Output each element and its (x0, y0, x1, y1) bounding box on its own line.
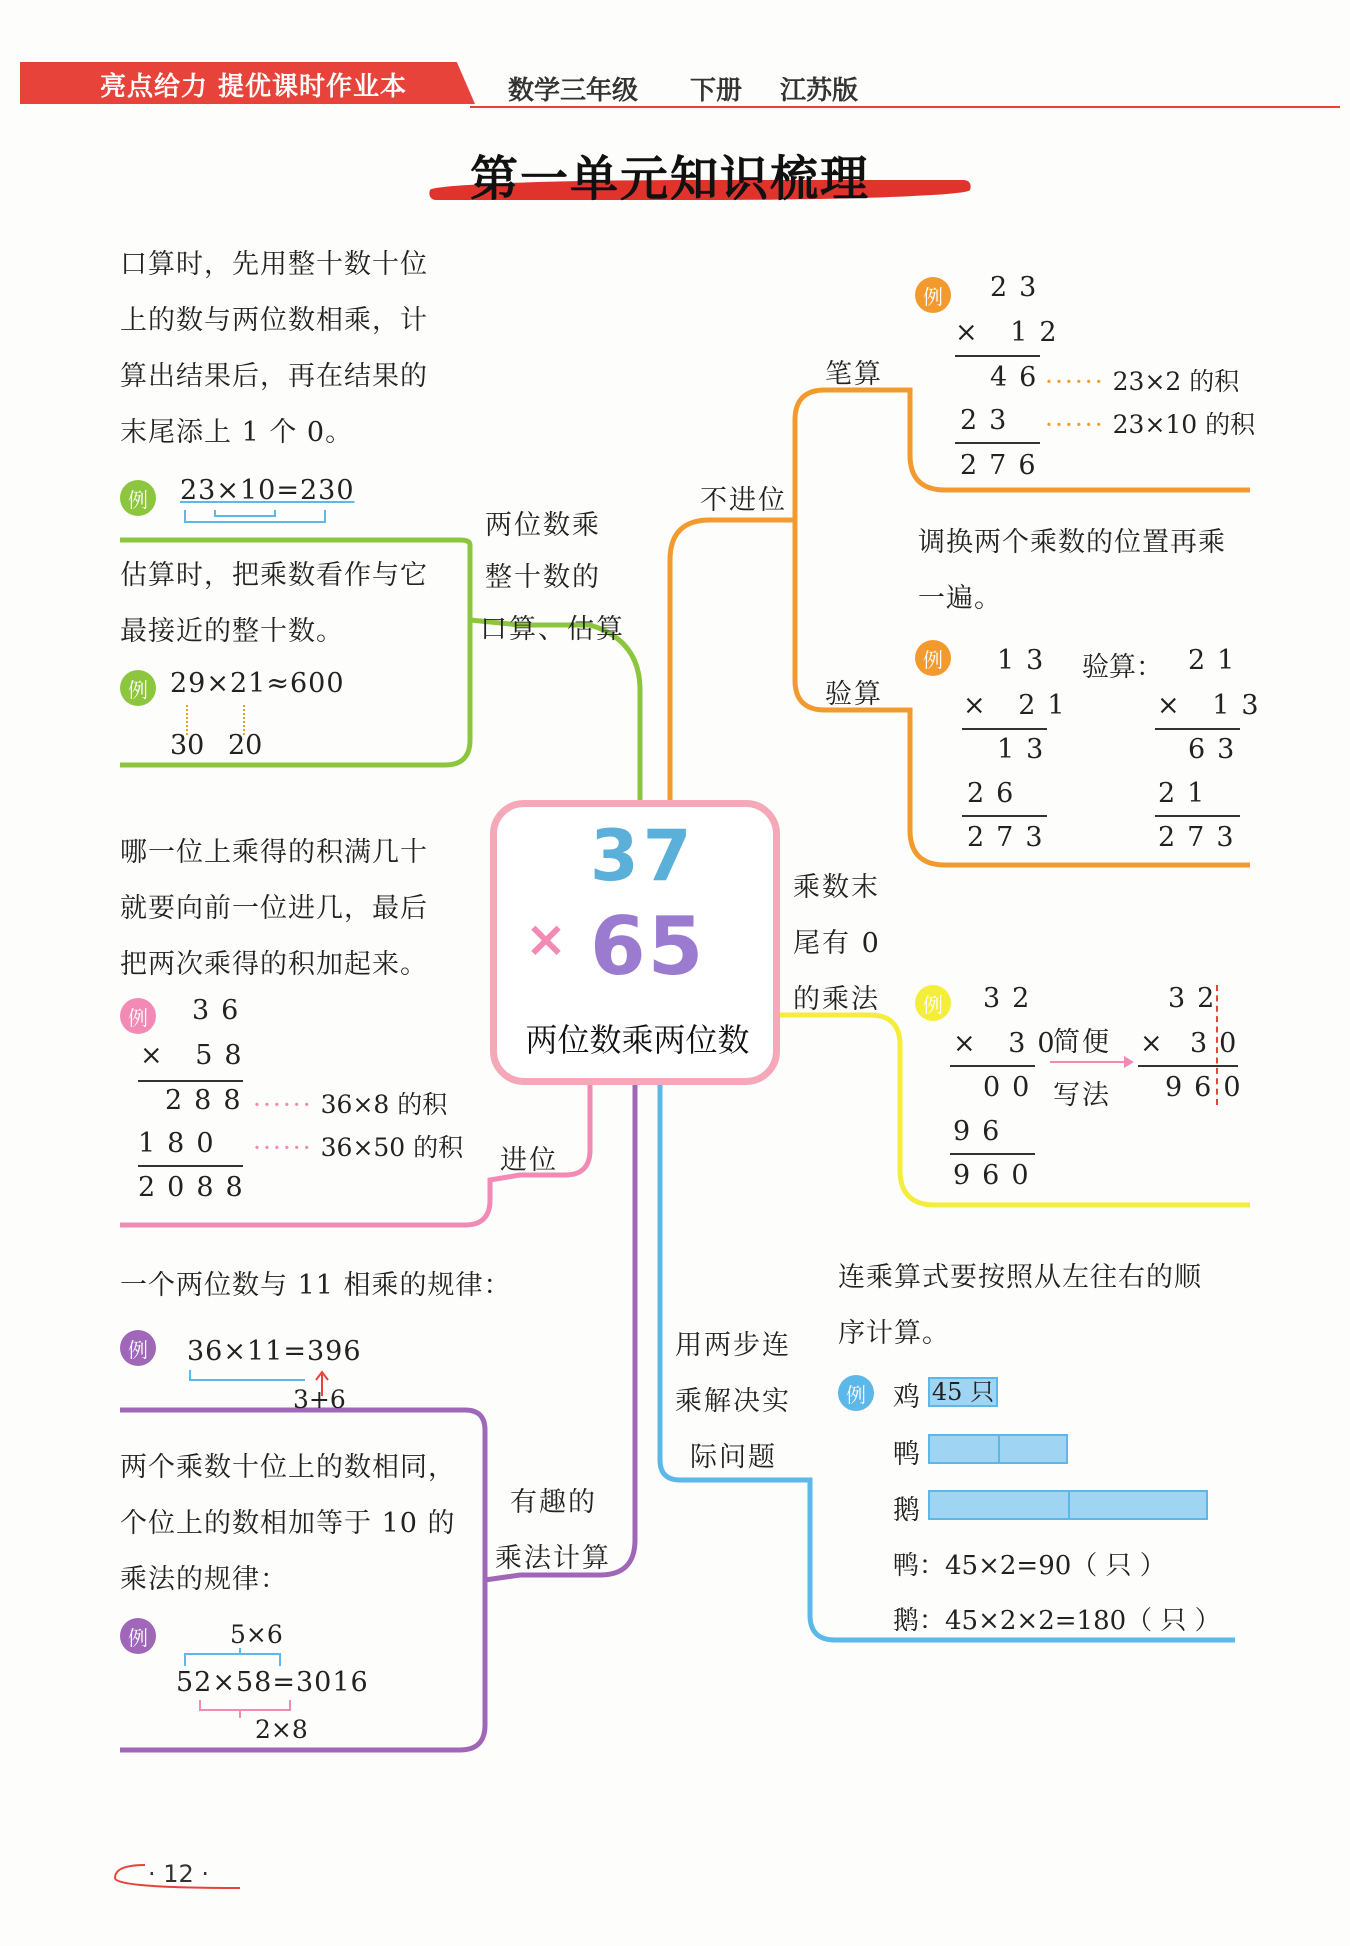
oral-example-bracket (180, 508, 340, 528)
zero-right-sum: 960 (1165, 1072, 1253, 1103)
example-icon: 例 (120, 670, 156, 706)
branch-check: 验算 (825, 679, 883, 710)
zero-right-divider (1216, 985, 1218, 1105)
center-label: 两位数乘两位数 (525, 1021, 750, 1059)
check-right-b: × 13 (1157, 690, 1271, 721)
written-note2-text: 23×10 的积 (1112, 410, 1256, 439)
zero-left-p1: 00 (983, 1072, 1042, 1103)
chicken-bar: 45 只 (928, 1377, 998, 1407)
example-icon: 例 (915, 985, 951, 1021)
page-title: 第一单元知识梳理 (470, 151, 871, 207)
branch-oral-line: 整十数的 (485, 562, 601, 593)
oral-rule-line: 算出结果后，再在结果的 (120, 361, 428, 392)
center-figure (520, 815, 750, 995)
check-right-p2: 21 (1158, 778, 1217, 809)
check-right-a: 21 (1188, 645, 1247, 676)
written-a: 23 (990, 272, 1049, 303)
estimate-rule (120, 548, 428, 660)
branch-two-step-line: 际问题 (690, 1442, 777, 1473)
branch-oral-line: 口算、估算 (480, 614, 625, 645)
figure-bottom-number: 65 (590, 900, 706, 993)
zero-left-rule-1 (950, 1065, 1035, 1067)
carry-note2: ······ 36×50 的积 (253, 1133, 464, 1162)
written-note1: ······ 23×2 的积 (1045, 367, 1240, 396)
branch-fun (495, 1475, 611, 1587)
branch-two-step-line: 用两步连 (675, 1330, 791, 1361)
written-p2: 23 (960, 405, 1019, 436)
special-top: 5×6 (230, 1620, 283, 1649)
eleven-example: 36×11=396 (187, 1336, 362, 1367)
carry-sum: 2088 (138, 1172, 255, 1203)
duck-equation: 鸭：45×2=90（ 只 ） (893, 1551, 1166, 1581)
check-rule (918, 515, 1226, 627)
branch-two-step-line: 乘解决实 (675, 1386, 791, 1417)
check-right-rule-1 (1155, 728, 1240, 730)
check-left-sum: 273 (967, 822, 1055, 853)
check-left-a: 13 (997, 645, 1056, 676)
page-number: · 12 · (148, 1860, 210, 1888)
example-icon: 例 (120, 1330, 156, 1366)
simple-arrow (1050, 1061, 1130, 1063)
zero-left-a: 32 (983, 983, 1042, 1014)
zero-left-p2: 96 (953, 1116, 1012, 1147)
goose-label: 鹅 (893, 1495, 920, 1526)
duck-label: 鸭 (893, 1439, 920, 1470)
goose-bar-divider (1068, 1492, 1070, 1518)
written-p1: 46 (990, 362, 1049, 393)
example-icon: 例 (915, 640, 951, 676)
estimate-approx-1: 30 (170, 730, 205, 761)
check-label: 验算： (1082, 652, 1163, 683)
zero-left-b: × 30 (953, 1028, 1067, 1059)
step-rule (838, 1250, 1202, 1362)
check-right-sum: 273 (1158, 822, 1246, 853)
special-bottom: 2×8 (255, 1715, 308, 1744)
carry-rule-line: 把两次乘得的积加起来。 (120, 949, 428, 980)
branch-written: 笔算 (825, 359, 883, 390)
header-brand: 亮点给力 提优课时作业本 (100, 72, 408, 102)
carry-p1: 288 (165, 1085, 253, 1116)
zero-right-b2: 30 (1190, 1028, 1249, 1059)
carry-rule-line: 哪一位上乘得的积满几十 (120, 837, 428, 868)
chicken-label: 鸡 (893, 1382, 920, 1413)
carry-rule-line-2 (138, 1165, 243, 1167)
check-rule-line: 一遍。 (918, 583, 1002, 614)
branch-zero-end (793, 860, 881, 1028)
oral-rule-line: 末尾添上 1 个 0。 (120, 417, 354, 448)
example-icon: 例 (915, 277, 951, 313)
carry-rule-line: 就要向前一位进几，最后 (120, 893, 428, 924)
oral-example: 23×10=230 (180, 475, 355, 506)
written-rule-1 (955, 355, 1040, 357)
header-edition: 江苏版 (780, 76, 859, 106)
carry-rule (120, 825, 428, 993)
branch-zero-line: 乘数末 (793, 872, 880, 903)
duck-bar-divider (998, 1436, 1000, 1462)
oral-rule (120, 237, 428, 461)
simple-label-2: 写法 (1053, 1080, 1111, 1111)
oral-rule-line: 口算时，先用整十数十位 (120, 249, 428, 280)
carry-b: × 58 (140, 1040, 254, 1071)
branch-oral-line: 两位数乘 (485, 510, 601, 541)
check-rule-line: 调换两个乘数的位置再乘 (918, 527, 1226, 558)
estimate-rule-line: 最接近的整十数。 (120, 616, 344, 647)
zero-right-rule (1138, 1065, 1238, 1067)
header-subject: 数学三年级 (508, 76, 639, 106)
branch-fun-line: 乘法计算 (495, 1543, 611, 1574)
duck-bar (928, 1434, 1068, 1464)
branch-no-carry: 不进位 (700, 485, 787, 516)
zero-left-rule-2 (950, 1153, 1035, 1155)
special-rule-line: 个位上的数相加等于 10 的 (120, 1508, 456, 1539)
header-volume: 下册 (690, 76, 743, 106)
step-rule-line: 序计算。 (838, 1318, 950, 1349)
example-icon: 例 (120, 998, 156, 1034)
written-note1-text: 23×2 的积 (1112, 367, 1240, 396)
carry-a: 36 (192, 995, 251, 1026)
carry-note1-text: 36×8 的积 (320, 1090, 448, 1119)
estimate-approx-2: 20 (228, 730, 263, 761)
branch-zero-line: 的乘法 (793, 984, 880, 1015)
special-rule-line: 两个乘数十位上的数相同， (120, 1452, 456, 1483)
written-rule-2 (955, 442, 1040, 444)
eleven-rule: 一个两位数与 11 相乘的规律： (120, 1270, 512, 1301)
figure-multiply-sign: × (525, 910, 567, 968)
written-b: × 12 (955, 317, 1069, 348)
check-left-rule-1 (962, 728, 1047, 730)
eleven-hint: 3+6 (293, 1385, 346, 1414)
check-right-p1: 63 (1188, 734, 1247, 765)
branch-zero-line: 尾有 0 (793, 928, 881, 959)
check-left-b: × 21 (963, 690, 1077, 721)
goose-equation: 鹅：45×2×2=180（ 只 ） (893, 1606, 1221, 1636)
check-left-p2: 26 (967, 778, 1026, 809)
special-rule-line: 乘法的规律： (120, 1564, 288, 1595)
carry-rule-line-1 (138, 1080, 243, 1082)
written-note2: ······ 23×10 的积 (1045, 410, 1256, 439)
zero-left-sum: 960 (953, 1160, 1041, 1191)
figure-top-number: 37 (590, 815, 696, 897)
zero-right-a: 32 (1168, 983, 1227, 1014)
special-example: 52×58=3016 (176, 1667, 369, 1698)
example-icon: 例 (838, 1375, 874, 1411)
branch-two-step (675, 1318, 791, 1486)
check-left-rule-2 (962, 815, 1047, 817)
step-rule-line: 连乘算式要按照从左往右的顺 (838, 1262, 1202, 1293)
estimate-rule-line: 估算时，把乘数看作与它 (120, 560, 428, 591)
simple-arrow-head (1124, 1056, 1134, 1068)
check-right-rule-2 (1155, 815, 1240, 817)
special-rule (120, 1440, 456, 1608)
zero-right-b: × (1140, 1028, 1175, 1059)
special-bracket-top (180, 1648, 350, 1668)
goose-bar (928, 1490, 1208, 1520)
oral-rule-line: 上的数与两位数相乘，计 (120, 305, 428, 336)
simple-label-1: 简便 (1053, 1027, 1111, 1058)
carry-note1: ······ 36×8 的积 (253, 1090, 448, 1119)
carry-note2-text: 36×50 的积 (320, 1133, 464, 1162)
branch-carry: 进位 (500, 1145, 558, 1176)
estimate-example: 29×21≈600 (170, 668, 345, 699)
carry-p2: 180 (138, 1128, 226, 1159)
example-icon: 例 (120, 480, 156, 516)
example-icon: 例 (120, 1618, 156, 1654)
branch-oral (480, 500, 625, 656)
branch-fun-line: 有趣的 (510, 1487, 597, 1518)
written-sum: 276 (960, 450, 1048, 481)
check-left-p1: 13 (997, 734, 1056, 765)
